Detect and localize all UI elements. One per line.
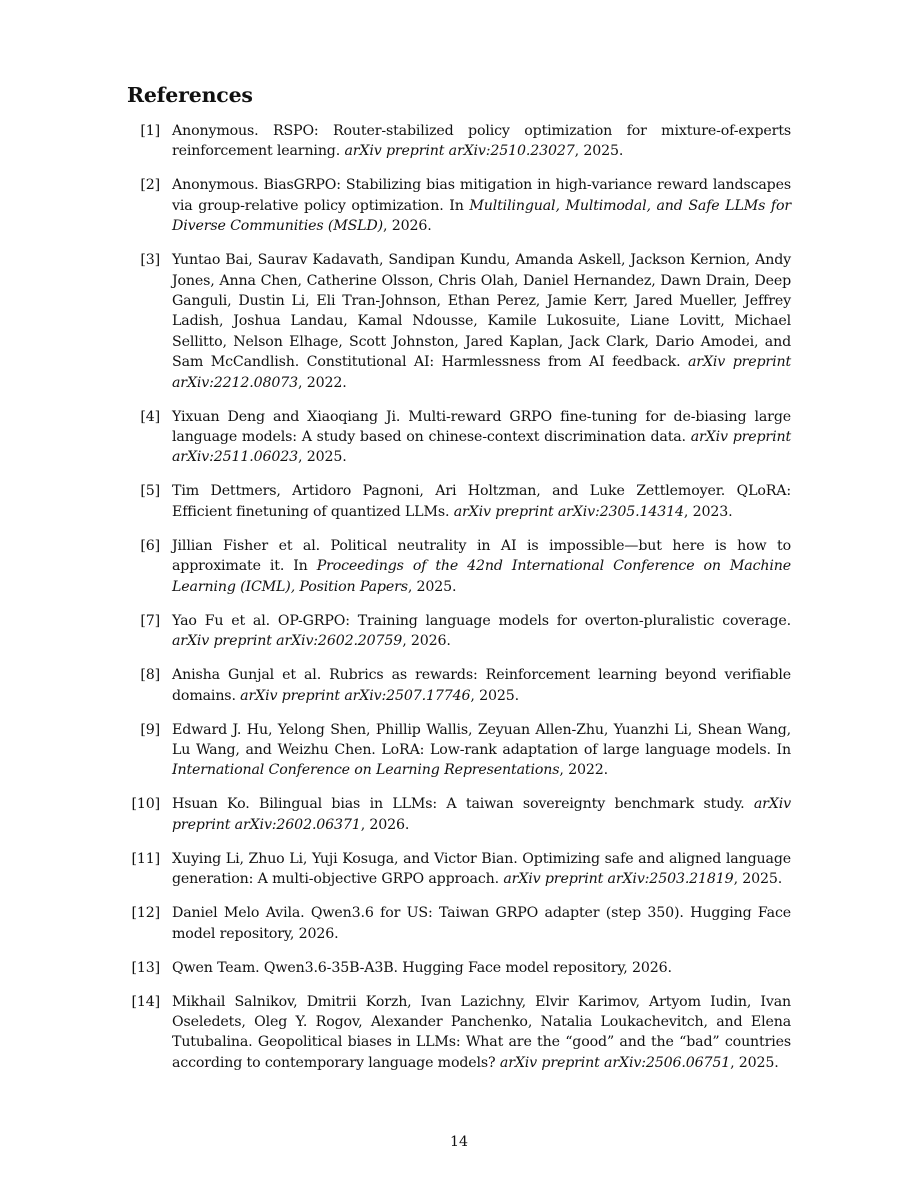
reference-entry — [127, 121, 791, 162]
reference-number: [8] — [140, 667, 160, 684]
reference-year: , 2025. — [574, 143, 624, 160]
reference-text — [172, 121, 791, 162]
reference-venue: arXiv preprint arXiv:2507.17746 — [240, 687, 471, 704]
reference-year: , 2026. — [402, 633, 451, 650]
reference-gap — [160, 849, 172, 890]
reference-authors-title: Yixuan Deng and Xiaoqiang Ji. Multi-reward GRPO fine-tuning for de-biasing large language models: A study based on chinese-context discrimination data. — [172, 408, 791, 446]
reference-year: , 2025. — [407, 578, 457, 595]
reference-gap — [160, 611, 172, 652]
reference-text — [172, 407, 791, 468]
reference-authors-title: Mikhail Salnikov, Dmitrii Korzh, Ivan Lazichny, Elvir Karimov, Artyom Iudin, Ivan Oseledets, Oleg Y. Rogov, Alexander Panchenko, Natalia Loukachevitch, and Elena Tutubalina. Geopolitical biases in LLMs: What are the “good” and the “bad” countries according to contemporary language models? — [172, 993, 791, 1071]
reference-year: , 2022. — [559, 762, 608, 779]
reference-number: [9] — [140, 721, 160, 738]
reference-gap — [160, 665, 172, 706]
reference-entry — [127, 849, 791, 890]
reference-venue: arXiv preprint arXiv:2511.06023 — [172, 429, 791, 466]
reference-entry — [127, 536, 791, 597]
reference-authors-title: Yuntao Bai, Saurav Kadavath, Sandipan Kundu, Amanda Askell, Jackson Kernion, Andy Jones, Anna Chen, Catherine Olsson, Chris Olah, Daniel Hernandez, Dawn Drain, Deep Ganguli, Dustin Li, Eli Tran-Johnson, Ethan Perez, Jamie Kerr, Jared Mueller, Jeffrey Ladish, Joshua Landau, Kamal Ndousse, Kamile Lukosuite, Liane Lovitt, Michael Sellitto, Nelson Elhage, Scott Johnston, Jared Kaplan, Jack Clark, Dario Amodei, and Sam McCandlish. Constitutional AI: Harmlessness from AI feedback. — [172, 252, 791, 371]
reference-text — [172, 481, 791, 522]
reference-venue: arXiv preprint arXiv:2602.06371 — [172, 796, 791, 833]
reference-venue: arXiv preprint arXiv:2503.21819 — [503, 871, 734, 888]
reference-text — [172, 720, 791, 781]
reference-authors-title: Anonymous. RSPO: Router-stabilized policy optimization for mixture-of-experts reinforcement learning. — [172, 123, 791, 160]
reference-gap — [160, 992, 172, 1074]
reference-year: , 2025. — [298, 449, 347, 466]
reference-text — [172, 611, 791, 652]
reference-text — [172, 794, 791, 835]
reference-authors-title: Tim Dettmers, Artidoro Pagnoni, Ari Holtzman, and Luke Zettlemoyer. QLoRA: Efficient finetuning of quantized LLMs. — [172, 483, 791, 520]
page-number: 14 — [449, 1134, 469, 1150]
reference-authors-title: Hsuan Ko. Bilingual bias in LLMs: A taiwan sovereignty benchmark study. — [172, 796, 754, 813]
reference-entry — [127, 175, 791, 236]
reference-authors-title: Xuying Li, Zhuo Li, Yuji Kosuga, and Victor Bian. Optimizing safe and aligned language generation: A multi-objective GRPO approach. — [172, 850, 791, 888]
reference-authors-title: Qwen Team. Qwen3.6-35B-A3B. Hugging Face model repository, 2026. — [172, 959, 672, 976]
reference-entry — [127, 481, 791, 522]
reference-authors-title: Edward J. Hu, Yelong Shen, Phillip Wallis, Zeyuan Allen-Zhu, Yuanzhi Li, Shean Wang, Lu Wang, and Weizhu Chen. LoRA: Low-rank adaptation of large language models. In — [172, 721, 791, 758]
reference-number: [7] — [140, 612, 160, 629]
reference-venue: arXiv preprint arXiv:2506.06751 — [499, 1054, 731, 1071]
reference-number: [2] — [140, 177, 160, 194]
reference-entry — [127, 407, 791, 468]
reference-authors-title: Daniel Melo Avila. Qwen3.6 for US: Taiwan GRPO adapter (step 350). Hugging Face model repository, 2026. — [172, 905, 791, 942]
reference-text — [172, 536, 791, 597]
reference-number: [4] — [140, 408, 160, 425]
reference-authors-title: Yao Fu et al. OP-GRPO: Training language models for overton-pluralistic coverage. — [172, 612, 791, 629]
reference-gap — [160, 794, 172, 835]
reference-year: , 2026. — [360, 816, 410, 833]
reference-entry — [127, 611, 791, 652]
reference-entry — [127, 720, 791, 781]
reference-gap — [160, 903, 172, 944]
reference-entry — [127, 250, 791, 393]
reference-year: , 2022. — [298, 374, 347, 391]
reference-number: [5] — [140, 483, 160, 500]
reference-year: , 2025. — [730, 1054, 779, 1071]
reference-authors-title: Jillian Fisher et al. Political neutrality in AI is impossible—but here is how to approximate it. In — [172, 537, 791, 575]
reference-number: [13] — [131, 959, 160, 976]
reference-text — [172, 175, 791, 236]
reference-entry — [127, 992, 791, 1074]
reference-text — [172, 903, 791, 944]
reference-venue: arXiv preprint arXiv:2305.14314 — [453, 503, 684, 520]
reference-gap — [160, 175, 172, 236]
reference-number: [1] — [140, 123, 160, 139]
reference-text — [172, 250, 791, 393]
reference-year: , 2023. — [683, 503, 733, 520]
reference-number: [10] — [131, 796, 160, 813]
reference-authors-title: Anisha Gunjal et al. Rubrics as rewards: Reinforcement learning beyond verifiable domains. — [172, 667, 791, 704]
reference-venue: arXiv preprint arXiv:2602.20759 — [172, 633, 403, 650]
section-heading: References — [127, 83, 253, 107]
reference-venue: Multilingual, Multimodal, and Safe LLMs for Diverse Communities (MSLD) — [172, 197, 792, 235]
reference-venue: arXiv preprint arXiv:2510.23027 — [344, 143, 575, 160]
reference-entry — [127, 958, 791, 978]
reference-gap — [160, 250, 172, 393]
reference-year: , 2026. — [383, 218, 432, 235]
reference-text — [172, 849, 791, 890]
reference-text — [172, 665, 791, 706]
reference-number: [14] — [131, 993, 160, 1010]
reference-gap — [160, 536, 172, 597]
reference-text — [172, 992, 791, 1074]
reference-entry — [127, 665, 791, 706]
reference-gap — [160, 720, 172, 781]
reference-number: [12] — [131, 905, 160, 922]
reference-number: [3] — [140, 252, 160, 269]
reference-venue: Proceedings of the 42nd International Conference on Machine Learning (ICML), Position Papers — [172, 558, 791, 595]
reference-authors-title: Anonymous. BiasGRPO: Stabilizing bias mitigation in high-variance reward landscapes via group-relative policy optimization. In — [172, 177, 791, 214]
reference-list — [127, 121, 791, 1073]
reference-text — [172, 958, 791, 978]
reference-entry — [127, 794, 791, 835]
reference-entry — [127, 903, 791, 944]
reference-gap — [160, 121, 172, 162]
reference-year: , 2025. — [733, 871, 783, 888]
reference-gap — [160, 958, 172, 978]
reference-venue: arXiv preprint arXiv:2212.08073 — [172, 354, 791, 391]
reference-number: [6] — [140, 537, 160, 554]
reference-venue: International Conference on Learning Representations — [172, 762, 560, 779]
reference-gap — [160, 407, 172, 468]
reference-number: [11] — [131, 850, 160, 867]
reference-year: , 2025. — [470, 687, 519, 704]
references-section — [127, 82, 791, 1087]
reference-gap — [160, 481, 172, 522]
